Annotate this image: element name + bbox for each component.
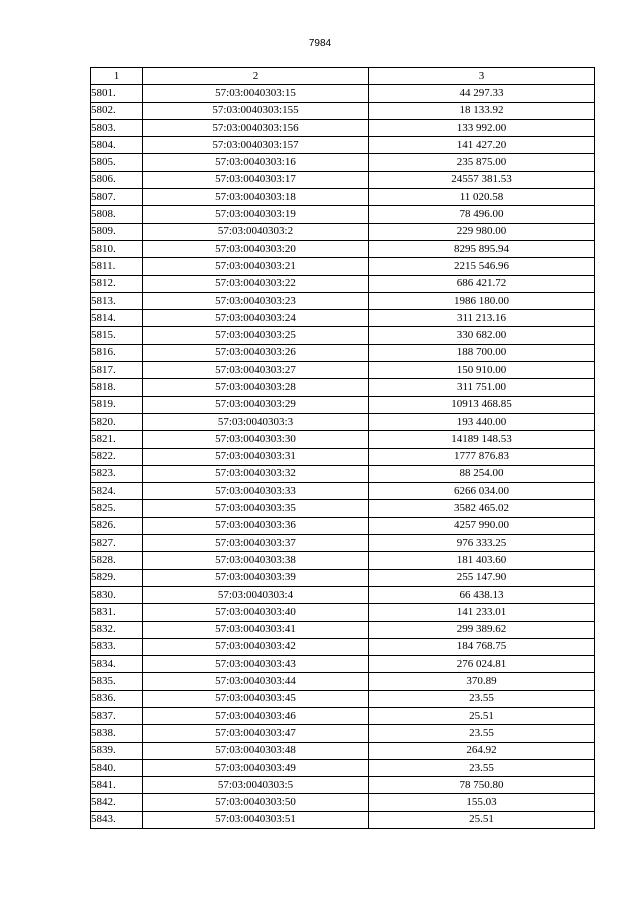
cadastral-value: 133 992.00: [369, 119, 595, 136]
page-number: 7984: [308, 38, 332, 49]
table-row: [91, 794, 595, 811]
row-number: 5810.: [91, 240, 143, 257]
cadastral-value: 44 297.33: [369, 85, 595, 102]
row-number: 5840.: [91, 759, 143, 776]
row-number: 5837.: [91, 707, 143, 724]
cadastral-value: 370.89: [369, 673, 595, 690]
table-row: [91, 483, 595, 500]
table-row: [91, 448, 595, 465]
table-row: [91, 119, 595, 136]
row-number: 5816.: [91, 344, 143, 361]
cadastral-value: 88 254.00: [369, 465, 595, 482]
cadastral-number: 57:03:0040303:33: [143, 483, 369, 500]
cadastral-value: 686 421.72: [369, 275, 595, 292]
cadastral-number: 57:03:0040303:27: [143, 362, 369, 379]
table-row: [91, 431, 595, 448]
table-row: [91, 552, 595, 569]
cadastral-number: 57:03:0040303:2: [143, 223, 369, 240]
row-number: 5820.: [91, 413, 143, 430]
cadastral-number: 57:03:0040303:42: [143, 638, 369, 655]
cadastral-number: 57:03:0040303:51: [143, 811, 369, 828]
cadastral-value: 4257 990.00: [369, 517, 595, 534]
cadastral-value: 181 403.60: [369, 552, 595, 569]
table-row: [91, 656, 595, 673]
cadastral-number: 57:03:0040303:37: [143, 535, 369, 552]
cadastral-value: 184 768.75: [369, 638, 595, 655]
row-number: 5802.: [91, 102, 143, 119]
table-row: [91, 102, 595, 119]
row-number: 5806.: [91, 171, 143, 188]
cadastral-value: 311 213.16: [369, 310, 595, 327]
table-row: [91, 240, 595, 257]
cadastral-number: 57:03:0040303:28: [143, 379, 369, 396]
column-header-1: 1: [91, 68, 143, 85]
cadastral-value: 18 133.92: [369, 102, 595, 119]
cadastral-number: 57:03:0040303:3: [143, 413, 369, 430]
cadastral-number: 57:03:0040303:22: [143, 275, 369, 292]
table-row: [91, 379, 595, 396]
row-number: 5843.: [91, 811, 143, 828]
cadastral-value: 311 751.00: [369, 379, 595, 396]
table-row: [91, 725, 595, 742]
cadastral-value: 155.03: [369, 794, 595, 811]
row-number: 5813.: [91, 292, 143, 309]
cadastral-number: 57:03:0040303:50: [143, 794, 369, 811]
cadastral-value: 299 389.62: [369, 621, 595, 638]
row-number: 5822.: [91, 448, 143, 465]
cadastral-value: 229 980.00: [369, 223, 595, 240]
cadastral-number: 57:03:0040303:29: [143, 396, 369, 413]
cadastral-number: 57:03:0040303:36: [143, 517, 369, 534]
table-row: [91, 189, 595, 206]
cadastral-number: 57:03:0040303:157: [143, 137, 369, 154]
cadastral-value: 25.51: [369, 811, 595, 828]
cadastral-value: 3582 465.02: [369, 500, 595, 517]
cadastral-value: 25.51: [369, 707, 595, 724]
cadastral-number: 57:03:0040303:19: [143, 206, 369, 223]
cadastral-number: 57:03:0040303:30: [143, 431, 369, 448]
row-number: 5812.: [91, 275, 143, 292]
cadastral-number: 57:03:0040303:40: [143, 604, 369, 621]
cadastral-number: 57:03:0040303:49: [143, 759, 369, 776]
row-number: 5801.: [91, 85, 143, 102]
cadastral-value: 66 438.13: [369, 586, 595, 603]
cadastral-number: 57:03:0040303:47: [143, 725, 369, 742]
cadastral-number: 57:03:0040303:46: [143, 707, 369, 724]
table-row: [91, 517, 595, 534]
row-number: 5829.: [91, 569, 143, 586]
table-row: [91, 500, 595, 517]
table-row: [91, 465, 595, 482]
cadastral-number: 57:03:0040303:4: [143, 586, 369, 603]
row-number: 5841.: [91, 777, 143, 794]
table-row: [91, 586, 595, 603]
table-row: [91, 206, 595, 223]
cadastral-value: 6266 034.00: [369, 483, 595, 500]
table-row: [91, 310, 595, 327]
table-row: [91, 327, 595, 344]
cadastral-number: 57:03:0040303:18: [143, 189, 369, 206]
cadastral-value: 235 875.00: [369, 154, 595, 171]
cadastral-number: 57:03:0040303:17: [143, 171, 369, 188]
cadastral-number: 57:03:0040303:26: [143, 344, 369, 361]
cadastral-value: 2215 546.96: [369, 258, 595, 275]
row-number: 5818.: [91, 379, 143, 396]
table-row: [91, 742, 595, 759]
row-number: 5830.: [91, 586, 143, 603]
cadastral-value-table: [90, 67, 595, 829]
row-number: 5826.: [91, 517, 143, 534]
row-number: 5832.: [91, 621, 143, 638]
row-number: 5805.: [91, 154, 143, 171]
table-row: [91, 621, 595, 638]
row-number: 5842.: [91, 794, 143, 811]
row-number: 5833.: [91, 638, 143, 655]
column-header-2: 2: [143, 68, 369, 85]
row-number: 5815.: [91, 327, 143, 344]
row-number: 5807.: [91, 189, 143, 206]
row-number: 5819.: [91, 396, 143, 413]
cadastral-value: 141 427.20: [369, 137, 595, 154]
table-row: [91, 292, 595, 309]
table-body: [91, 85, 595, 829]
cadastral-number: 57:03:0040303:43: [143, 656, 369, 673]
row-number: 5823.: [91, 465, 143, 482]
table-row: [91, 673, 595, 690]
cadastral-value: 11 020.58: [369, 189, 595, 206]
row-number: 5827.: [91, 535, 143, 552]
row-number: 5821.: [91, 431, 143, 448]
table-row: [91, 171, 595, 188]
cadastral-value: 78 496.00: [369, 206, 595, 223]
table-row: [91, 690, 595, 707]
row-number: 5811.: [91, 258, 143, 275]
cadastral-value: 276 024.81: [369, 656, 595, 673]
row-number: 5834.: [91, 656, 143, 673]
cadastral-number: 57:03:0040303:21: [143, 258, 369, 275]
table-row: [91, 258, 595, 275]
row-number: 5824.: [91, 483, 143, 500]
cadastral-value: 264.92: [369, 742, 595, 759]
row-number: 5817.: [91, 362, 143, 379]
row-number: 5814.: [91, 310, 143, 327]
cadastral-number: 57:03:0040303:23: [143, 292, 369, 309]
cadastral-number: 57:03:0040303:32: [143, 465, 369, 482]
cadastral-number: 57:03:0040303:35: [143, 500, 369, 517]
cadastral-number: 57:03:0040303:38: [143, 552, 369, 569]
cadastral-number: 57:03:0040303:39: [143, 569, 369, 586]
cadastral-value: 24557 381.53: [369, 171, 595, 188]
table-row: [91, 759, 595, 776]
row-number: 5828.: [91, 552, 143, 569]
cadastral-number: 57:03:0040303:31: [143, 448, 369, 465]
cadastral-number: 57:03:0040303:16: [143, 154, 369, 171]
cadastral-number: 57:03:0040303:44: [143, 673, 369, 690]
cadastral-value: 330 682.00: [369, 327, 595, 344]
cadastral-value: 255 147.90: [369, 569, 595, 586]
row-number: 5835.: [91, 673, 143, 690]
row-number: 5803.: [91, 119, 143, 136]
cadastral-number: 57:03:0040303:48: [143, 742, 369, 759]
row-number: 5809.: [91, 223, 143, 240]
cadastral-number: 57:03:0040303:20: [143, 240, 369, 257]
row-number: 5838.: [91, 725, 143, 742]
cadastral-value: 193 440.00: [369, 413, 595, 430]
row-number: 5825.: [91, 500, 143, 517]
row-number: 5831.: [91, 604, 143, 621]
cadastral-value: 1777 876.83: [369, 448, 595, 465]
cadastral-value: 14189 148.53: [369, 431, 595, 448]
header-row: [91, 68, 595, 85]
table-row: [91, 223, 595, 240]
cadastral-value: 188 700.00: [369, 344, 595, 361]
cadastral-number: 57:03:0040303:15: [143, 85, 369, 102]
cadastral-value: 976 333.25: [369, 535, 595, 552]
table-row: [91, 362, 595, 379]
cadastral-number: 57:03:0040303:155: [143, 102, 369, 119]
table-row: [91, 535, 595, 552]
cadastral-number: 57:03:0040303:41: [143, 621, 369, 638]
table-row: [91, 811, 595, 828]
cadastral-number: 57:03:0040303:5: [143, 777, 369, 794]
table-row: [91, 154, 595, 171]
table-row: [91, 604, 595, 621]
cadastral-value: 23.55: [369, 725, 595, 742]
cadastral-value: 78 750.80: [369, 777, 595, 794]
table-row: [91, 638, 595, 655]
table-row: [91, 777, 595, 794]
cadastral-value: 10913 468.85: [369, 396, 595, 413]
table-row: [91, 569, 595, 586]
row-number: 5808.: [91, 206, 143, 223]
cadastral-value: 23.55: [369, 690, 595, 707]
table-row: [91, 137, 595, 154]
table-row: [91, 413, 595, 430]
row-number: 5839.: [91, 742, 143, 759]
cadastral-value: 23.55: [369, 759, 595, 776]
table-row: [91, 707, 595, 724]
cadastral-number: 57:03:0040303:24: [143, 310, 369, 327]
cadastral-number: 57:03:0040303:156: [143, 119, 369, 136]
cadastral-value: 8295 895.94: [369, 240, 595, 257]
cadastral-value: 1986 180.00: [369, 292, 595, 309]
cadastral-value: 150 910.00: [369, 362, 595, 379]
table-row: [91, 344, 595, 361]
column-header-3: 3: [369, 68, 595, 85]
cadastral-value: 141 233.01: [369, 604, 595, 621]
table-row: [91, 275, 595, 292]
cadastral-number: 57:03:0040303:45: [143, 690, 369, 707]
row-number: 5804.: [91, 137, 143, 154]
table-row: [91, 396, 595, 413]
table-row: [91, 85, 595, 102]
cadastral-number: 57:03:0040303:25: [143, 327, 369, 344]
row-number: 5836.: [91, 690, 143, 707]
